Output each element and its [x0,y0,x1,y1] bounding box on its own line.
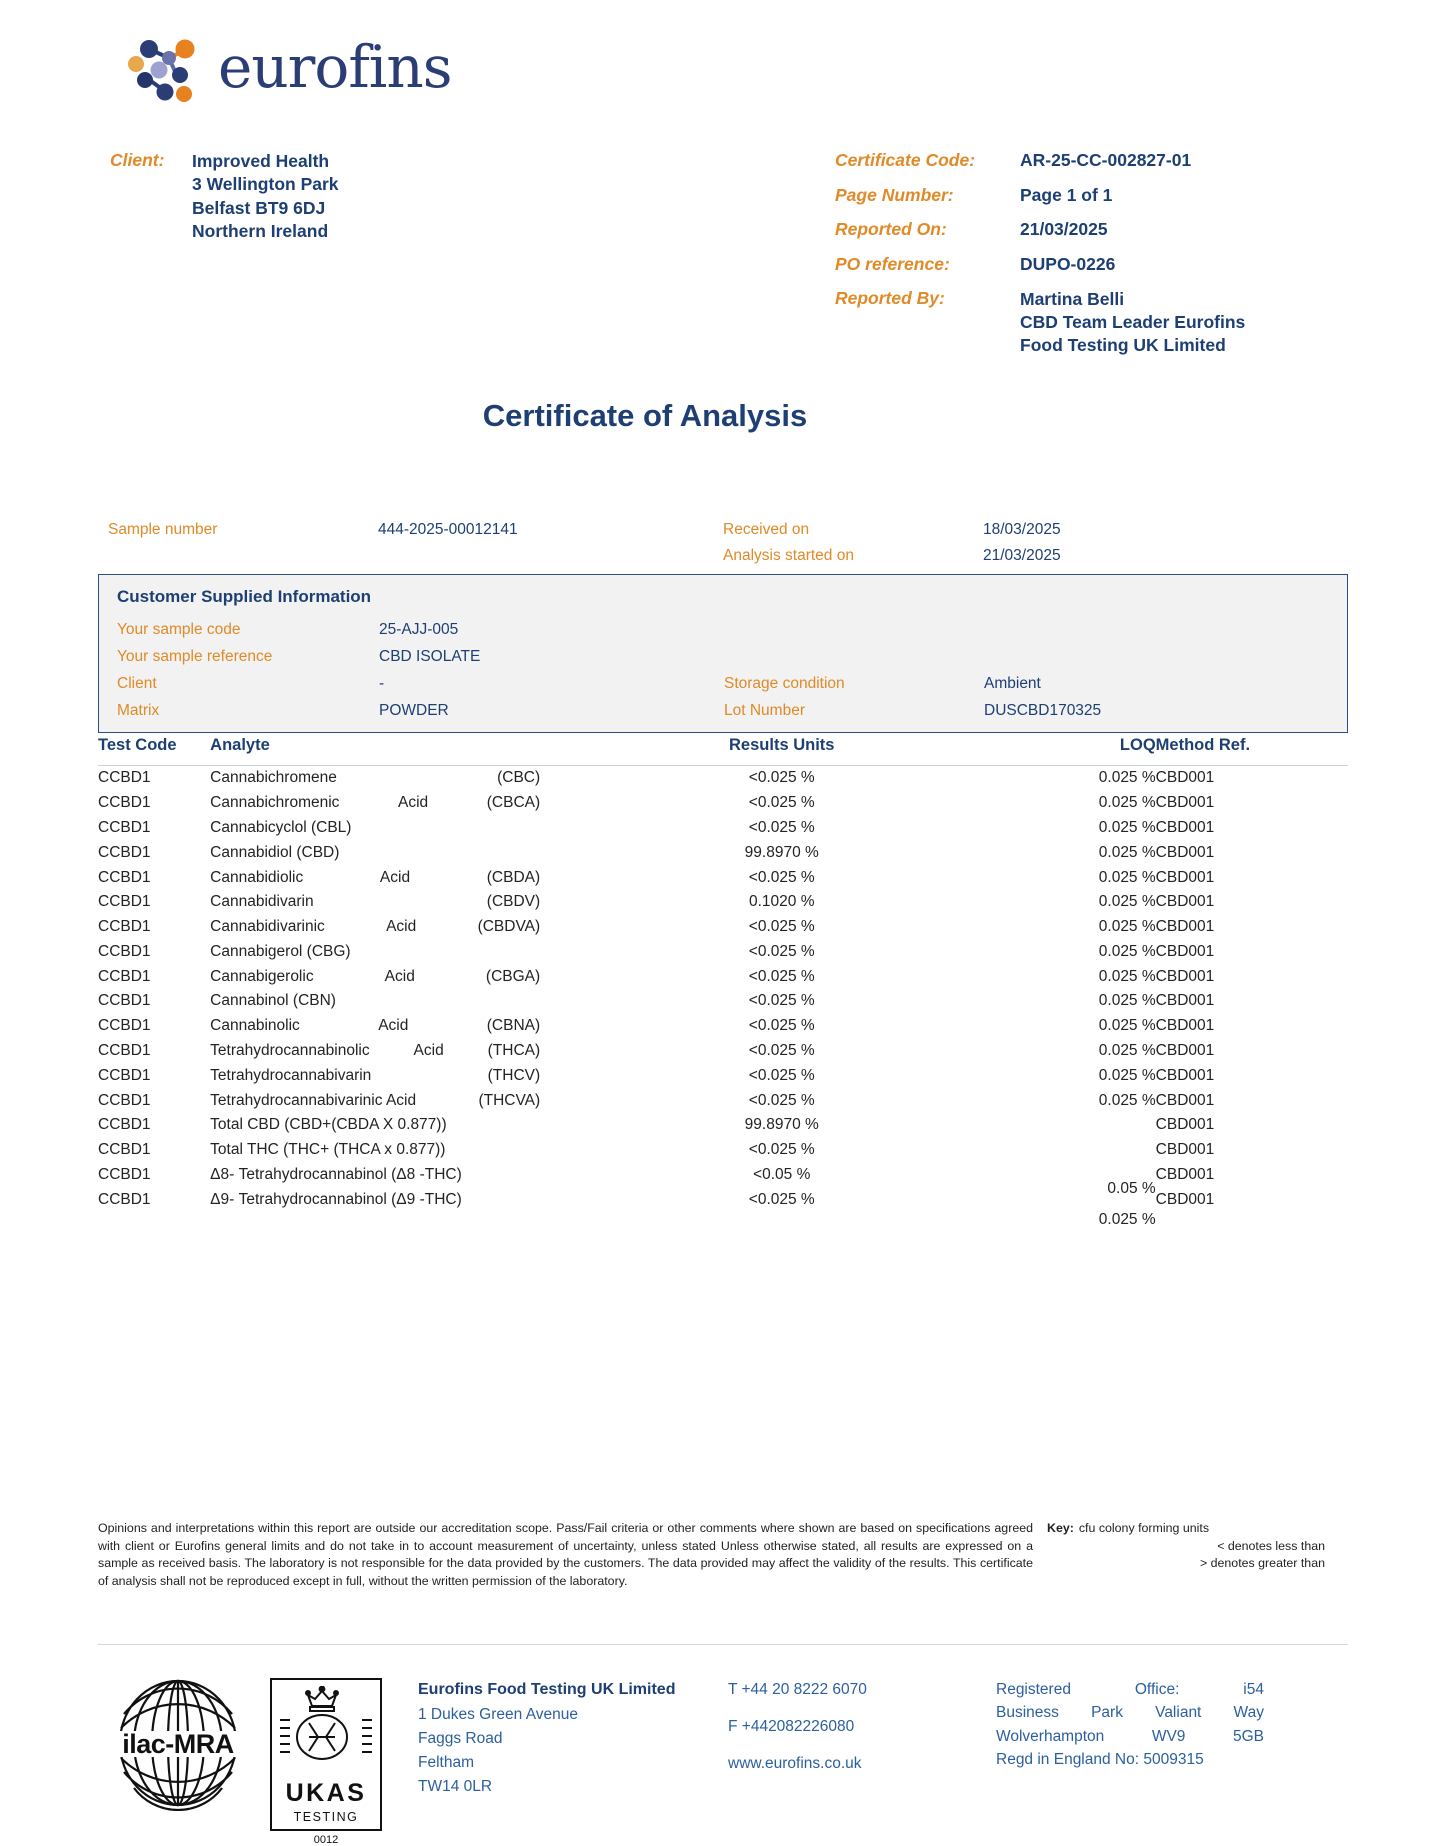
cell-analyte [210,791,621,816]
key-line-greater-than: > denotes greater than [1199,1556,1325,1571]
analyte-part: (CBCA) [486,794,541,812]
cell-method-ref: CBD001 [1155,818,1215,836]
matrix-label: Matrix [117,702,160,719]
customer-supplied-title: Customer Supplied Information [117,587,372,606]
reported-on-value: 21/03/2025 [1020,219,1108,239]
website-link[interactable]: www.eurofins.co.uk [728,1755,862,1773]
cell-method-ref: CBD001 [1155,942,1215,960]
sample-number-label: Sample number [108,521,218,538]
cell-method-ref: CBD001 [1155,794,1215,812]
loq-value: 0.025 % [1098,967,1156,985]
cell-result: <0.025 % [748,794,815,812]
results-table [98,736,1348,1228]
cell-result: <0.025 % [748,868,815,886]
cell-method-ref: CBD001 [1155,1190,1215,1208]
received-on-label: Received on [723,521,810,538]
analyte-part: (CBC) [497,769,541,787]
cell-method-ref: CBD001 [1155,893,1215,911]
reporter-name: Martina Belli [1020,289,1125,309]
cell-analyte [210,865,621,890]
cell-result: <0.025 % [748,967,815,985]
certificate-code-label: Certificate Code: [835,150,976,170]
disclaimer-text: Opinions and interpretations within this report are outside our accreditation scope. Pass/Fail criteria or other comments where shown are based on specifications agreed with client or Eurofins general limits and do not take in to account measurement of uncertainty, unless stated Unless otherwise stated, all results are expressed on a sample as received basis. The laboratory is not responsible for the data provided by the customers. The data provided may affect the validity of the results. This certificate of analysis shall not be reproduced except in full, without the written permission of the laboratory. [98,1521,1033,1588]
cell-loq [942,1063,1156,1088]
table-row [98,840,1348,865]
ukas-crown-icon [278,1686,374,1772]
cell-analyte [210,1063,621,1088]
spacer-cell [724,648,984,666]
cell-test-code: CCBD1 [98,992,151,1010]
sample-info [108,521,1168,565]
registered-line-1 [996,1678,1264,1701]
page-number-label: Page Number: [835,184,954,205]
cell-loq [942,816,1156,841]
cell-analyte: Cannabicyclol (CBL) [210,818,352,836]
contact-block [728,1678,988,1776]
cell-test-code: CCBD1 [98,1041,151,1059]
cell-loq [942,1014,1156,1039]
table-row [98,816,1348,841]
registered-word: WV9 [1151,1727,1186,1745]
cell-loq [942,865,1156,890]
cell-result: <0.025 % [748,992,815,1010]
loq-value: 0.025 % [1098,843,1156,861]
analyte-part: (CBNA) [486,1017,541,1035]
ukas-box [270,1678,382,1831]
po-reference-label: PO reference: [835,253,950,274]
loq-value: 0.025 % [1098,794,1156,812]
reporter-role-line2: Food Testing UK Limited [1020,334,1226,355]
cell-test-code: CCBD1 [98,868,151,886]
cell-result: <0.05 % [753,1165,811,1183]
cell-loq [942,791,1156,816]
registered-word: 5GB [1232,1727,1264,1745]
table-row [98,791,1348,816]
table-row [98,766,1348,791]
eurofins-wordmark: eurofins [218,33,452,101]
cell-method-ref: CBD001 [1155,1066,1215,1084]
cell-analyte: Cannabinol (CBN) [210,992,336,1010]
key-line-cfu: cfu colony forming units [1078,1521,1210,1535]
reported-by-value [1020,288,1245,356]
analyte-part: Acid [379,868,411,886]
ukas-testing-label: TESTING [293,1810,359,1824]
col-results-units: Results Units [621,736,942,766]
loq-value: 0.025 % [1098,818,1156,836]
cell-analyte [210,766,621,791]
loq-value: 0.025 % [1098,1041,1156,1059]
reported-by-label: Reported By: [835,288,945,308]
registered-word: Valiant [1155,1704,1202,1722]
table-row [98,1039,1348,1064]
cell-result: <0.025 % [748,1066,815,1084]
analyte-part: Cannabidivarinic [210,918,325,936]
analyte-part: Cannabidivarin [210,893,314,911]
csi-client-label: Client [117,675,157,692]
cell-test-code: CCBD1 [98,1141,151,1159]
analyte-part: Cannabigerolic [210,967,314,985]
results-table-wrap [98,736,1348,1228]
reported-on-label: Reported On: [835,219,947,239]
loq-value: 0.025 % [1098,769,1156,787]
cell-result: <0.025 % [748,1141,815,1159]
analyte-part: (CBDA) [486,868,541,886]
sample-reference-label: Your sample reference [117,648,273,665]
csi-client-value: - [379,675,385,692]
col-loq: LOQ [942,736,1156,766]
cell-analyte [210,1088,621,1113]
po-reference-value: DUPO-0226 [1020,253,1116,274]
analyte-part: Acid [398,794,429,812]
key-block [1047,1520,1327,1590]
analyte-part: Acid [413,1041,444,1059]
cell-loq [942,766,1156,791]
cell-test-code: CCBD1 [98,794,151,812]
cell-test-code: CCBD1 [98,769,151,787]
cell-test-code: CCBD1 [98,843,151,861]
analyte-part: Acid [386,918,417,936]
cell-loq [942,1138,1156,1163]
loq-value: 0.025 % [1098,868,1156,886]
col-test-code: Test Code [98,736,210,766]
registered-office-block [996,1678,1264,1771]
address-line: TW14 0LR [418,1777,493,1795]
cell-result: <0.025 % [748,1091,815,1109]
analyte-part: Tetrahydrocannabinolic [210,1041,370,1059]
key-label: Key: [1047,1521,1074,1535]
loq-value: 0.05 % [1107,1179,1156,1197]
analyte-part: Acid [378,1017,409,1035]
certificate-meta [835,150,1245,356]
cell-method-ref: CBD001 [1155,843,1215,861]
cell-result: 99.8970 % [744,843,819,861]
spacer [728,1702,988,1715]
telephone-value: T +44 20 8222 6070 [728,1681,867,1698]
cell-analyte [210,1039,621,1064]
registered-line-2 [996,1701,1264,1724]
cell-test-code: CCBD1 [98,1190,151,1208]
table-header-row [98,736,1348,766]
loq-value: 0.025 % [1098,1066,1156,1084]
loq-value: 0.025 % [1098,942,1156,960]
cell-test-code: CCBD1 [98,1017,151,1035]
sample-number-value: 444-2025-00012141 [378,521,518,538]
storage-condition-value: Ambient [984,675,1041,692]
analyte-part: Cannabichromenic [210,794,340,812]
loq-value: 0.025 % [1098,893,1156,911]
matrix-value: POWDER [379,702,449,719]
registered-word: Business [996,1704,1059,1722]
storage-condition-label: Storage condition [724,675,845,692]
registered-word: Wolverhampton [996,1727,1105,1745]
table-row [98,1187,1348,1212]
analyte-part: (CBGA) [485,967,541,985]
ukas-accreditation-number: 0012 [313,1834,339,1846]
cell-result: <0.025 % [748,1017,815,1035]
cell-loq [942,939,1156,964]
molecule-dots-icon [128,32,202,102]
spacer-cell [378,547,723,565]
table-row [98,915,1348,940]
table-row [98,1138,1348,1163]
cell-loq [942,1088,1156,1113]
analyte-part: Acid [384,967,415,985]
loq-value: 0.025 % [1098,918,1156,936]
spacer-cell [108,547,378,565]
cell-test-code: CCBD1 [98,942,151,960]
cell-method-ref: CBD001 [1155,1116,1215,1134]
loq-value: 0.025 % [1098,1091,1156,1109]
cell-test-code: CCBD1 [98,967,151,985]
cell-loq [942,1039,1156,1064]
client-address-line: 3 Wellington Park [192,174,339,195]
cell-result: <0.025 % [748,1041,815,1059]
table-row [98,1014,1348,1039]
client-label: Client: [110,150,165,170]
analyte-part: Cannabidiolic [210,868,304,886]
svg-text:ilac-MRA: ilac-MRA [122,1729,234,1759]
analyte-part: (THCV) [487,1066,541,1084]
cell-loq [942,890,1156,915]
analyte-part: Tetrahydrocannabivarinic Acid [210,1091,417,1109]
cell-method-ref: CBD001 [1155,967,1215,985]
key-line-less-than: < denotes less than [1217,1538,1325,1553]
received-on-value: 18/03/2025 [983,521,1061,538]
cell-result: <0.025 % [748,1190,815,1208]
cell-result: <0.025 % [748,942,815,960]
client-address-line: Northern Ireland [192,220,329,241]
analyte-part: Tetrahydrocannabivarin [210,1066,372,1084]
cell-test-code: CCBD1 [98,1165,151,1183]
sample-code-value: 25-AJJ-005 [379,621,459,638]
cell-result: <0.025 % [748,918,815,936]
spacer-cell [724,621,984,639]
cell-loq [942,1113,1156,1138]
cell-analyte: Total CBD (CBD+(CBDA X 0.877)) [210,1116,447,1134]
fax-value: F +442082226080 [728,1718,855,1736]
registered-number: Regd in England No: 5009315 [996,1750,1204,1768]
lot-number-label: Lot Number [724,702,805,719]
cell-method-ref: CBD001 [1155,1141,1215,1159]
ilac-mra-globe-icon [108,1676,248,1811]
disclaimer-section [98,1520,1348,1590]
ukas-logo [270,1678,382,1846]
client-address-line: Improved Health [192,151,330,171]
certificate-code-value: AR-25-CC-002827-01 [1020,150,1192,170]
reporter-role-line1: CBD Team Leader Eurofins [1020,311,1246,332]
table-row [98,1113,1348,1138]
registered-word: Way [1233,1704,1264,1722]
cell-test-code: CCBD1 [98,893,151,911]
cell-analyte: Δ9- Tetrahydrocannabinol (Δ9 -THC) [210,1190,462,1208]
cell-test-code: CCBD1 [98,818,151,836]
table-row [98,1163,1348,1188]
results-table-head [98,736,1348,766]
table-row [98,964,1348,989]
registered-line-3 [996,1725,1264,1748]
cell-result: 0.1020 % [748,893,815,911]
sample-code-label: Your sample code [117,621,241,638]
client-block [110,150,339,243]
loq-value: 0.025 % [1098,992,1156,1010]
company-name: Eurofins Food Testing UK Limited [418,1681,676,1698]
cell-loq [942,840,1156,865]
footer-divider [98,1644,1348,1645]
analyte-part: Cannabinolic [210,1017,300,1035]
cell-method-ref: CBD001 [1155,918,1215,936]
address-line: Faggs Road [418,1729,503,1747]
col-analyte: Analyte [210,736,621,766]
cell-method-ref: CBD001 [1155,1091,1215,1109]
table-row [98,1063,1348,1088]
cell-result: <0.025 % [748,769,815,787]
cell-test-code: CCBD1 [98,1091,151,1109]
table-row [98,939,1348,964]
cell-test-code: CCBD1 [98,918,151,936]
cell-analyte [210,964,621,989]
cell-test-code: CCBD1 [98,1066,151,1084]
registered-word: Park [1091,1704,1123,1722]
spacer-cell [984,621,1329,639]
cell-analyte [210,1014,621,1039]
address-line: 1 Dukes Green Avenue [418,1705,578,1723]
table-row [98,890,1348,915]
address-line: Feltham [418,1753,474,1771]
table-row [98,1088,1348,1113]
cell-analyte: Cannabidiol (CBD) [210,843,340,861]
cell-method-ref: CBD001 [1155,769,1215,787]
analyte-part: (CBDV) [486,893,541,911]
spacer [728,1739,988,1752]
analyte-part: Cannabichromene [210,769,337,787]
col-method-ref: Method Ref. [1156,736,1348,766]
cell-analyte: Cannabigerol (CBG) [210,942,351,960]
cell-analyte: Total THC (THC+ (THCA x 0.877)) [210,1141,446,1159]
lab-address-block [418,1678,718,1799]
cell-method-ref: CBD001 [1155,992,1215,1010]
customer-supplied-information-box [98,574,1348,733]
analysis-started-label: Analysis started on [723,547,854,564]
client-address [192,150,339,243]
spacer-cell [984,648,1329,666]
analyte-part: (THCA) [487,1041,541,1059]
cell-loq [942,964,1156,989]
sample-reference-value: CBD ISOLATE [379,648,481,665]
ukas-wordmark: UKAS [285,1779,367,1807]
cell-method-ref: CBD001 [1155,1165,1215,1183]
cell-method-ref: CBD001 [1155,868,1215,886]
loq-value: 0.025 % [1098,1017,1156,1035]
page-footer [98,1672,1358,1846]
loq-value: 0.025 % [1098,1210,1156,1228]
analyte-part: (CBDVA) [477,918,541,936]
page-title: Certificate of Analysis [482,398,808,433]
cell-analyte [210,915,621,940]
table-row [98,865,1348,890]
results-table-body [98,766,1348,1228]
registered-word: i54 [1243,1681,1264,1698]
eurofins-molecule-icon [128,32,202,102]
cell-loq [942,989,1156,1014]
cell-loq [942,1163,1156,1197]
eurofins-logo [128,32,451,102]
table-row [98,989,1348,1014]
lot-number-value: DUSCBD170325 [984,702,1102,719]
analyte-part: (THCVA) [478,1091,541,1109]
cell-loq [942,915,1156,940]
cell-test-code: CCBD1 [98,1116,151,1134]
cell-analyte [210,890,621,915]
cell-result: <0.025 % [748,818,815,836]
client-address-line: Belfast BT9 6DJ [192,197,326,218]
registered-word: Registered [996,1681,1071,1698]
analysis-started-value: 21/03/2025 [983,547,1061,564]
cell-result: 99.8970 % [744,1116,819,1134]
registered-word: Office: [1134,1681,1180,1698]
cell-method-ref: CBD001 [1155,1041,1215,1059]
cell-method-ref: CBD001 [1155,1017,1215,1035]
page-number-value: Page 1 of 1 [1020,184,1113,205]
ilac-mra-logo [108,1676,248,1811]
cell-analyte: Δ8- Tetrahydrocannabinol (Δ8 -THC) [210,1165,462,1183]
